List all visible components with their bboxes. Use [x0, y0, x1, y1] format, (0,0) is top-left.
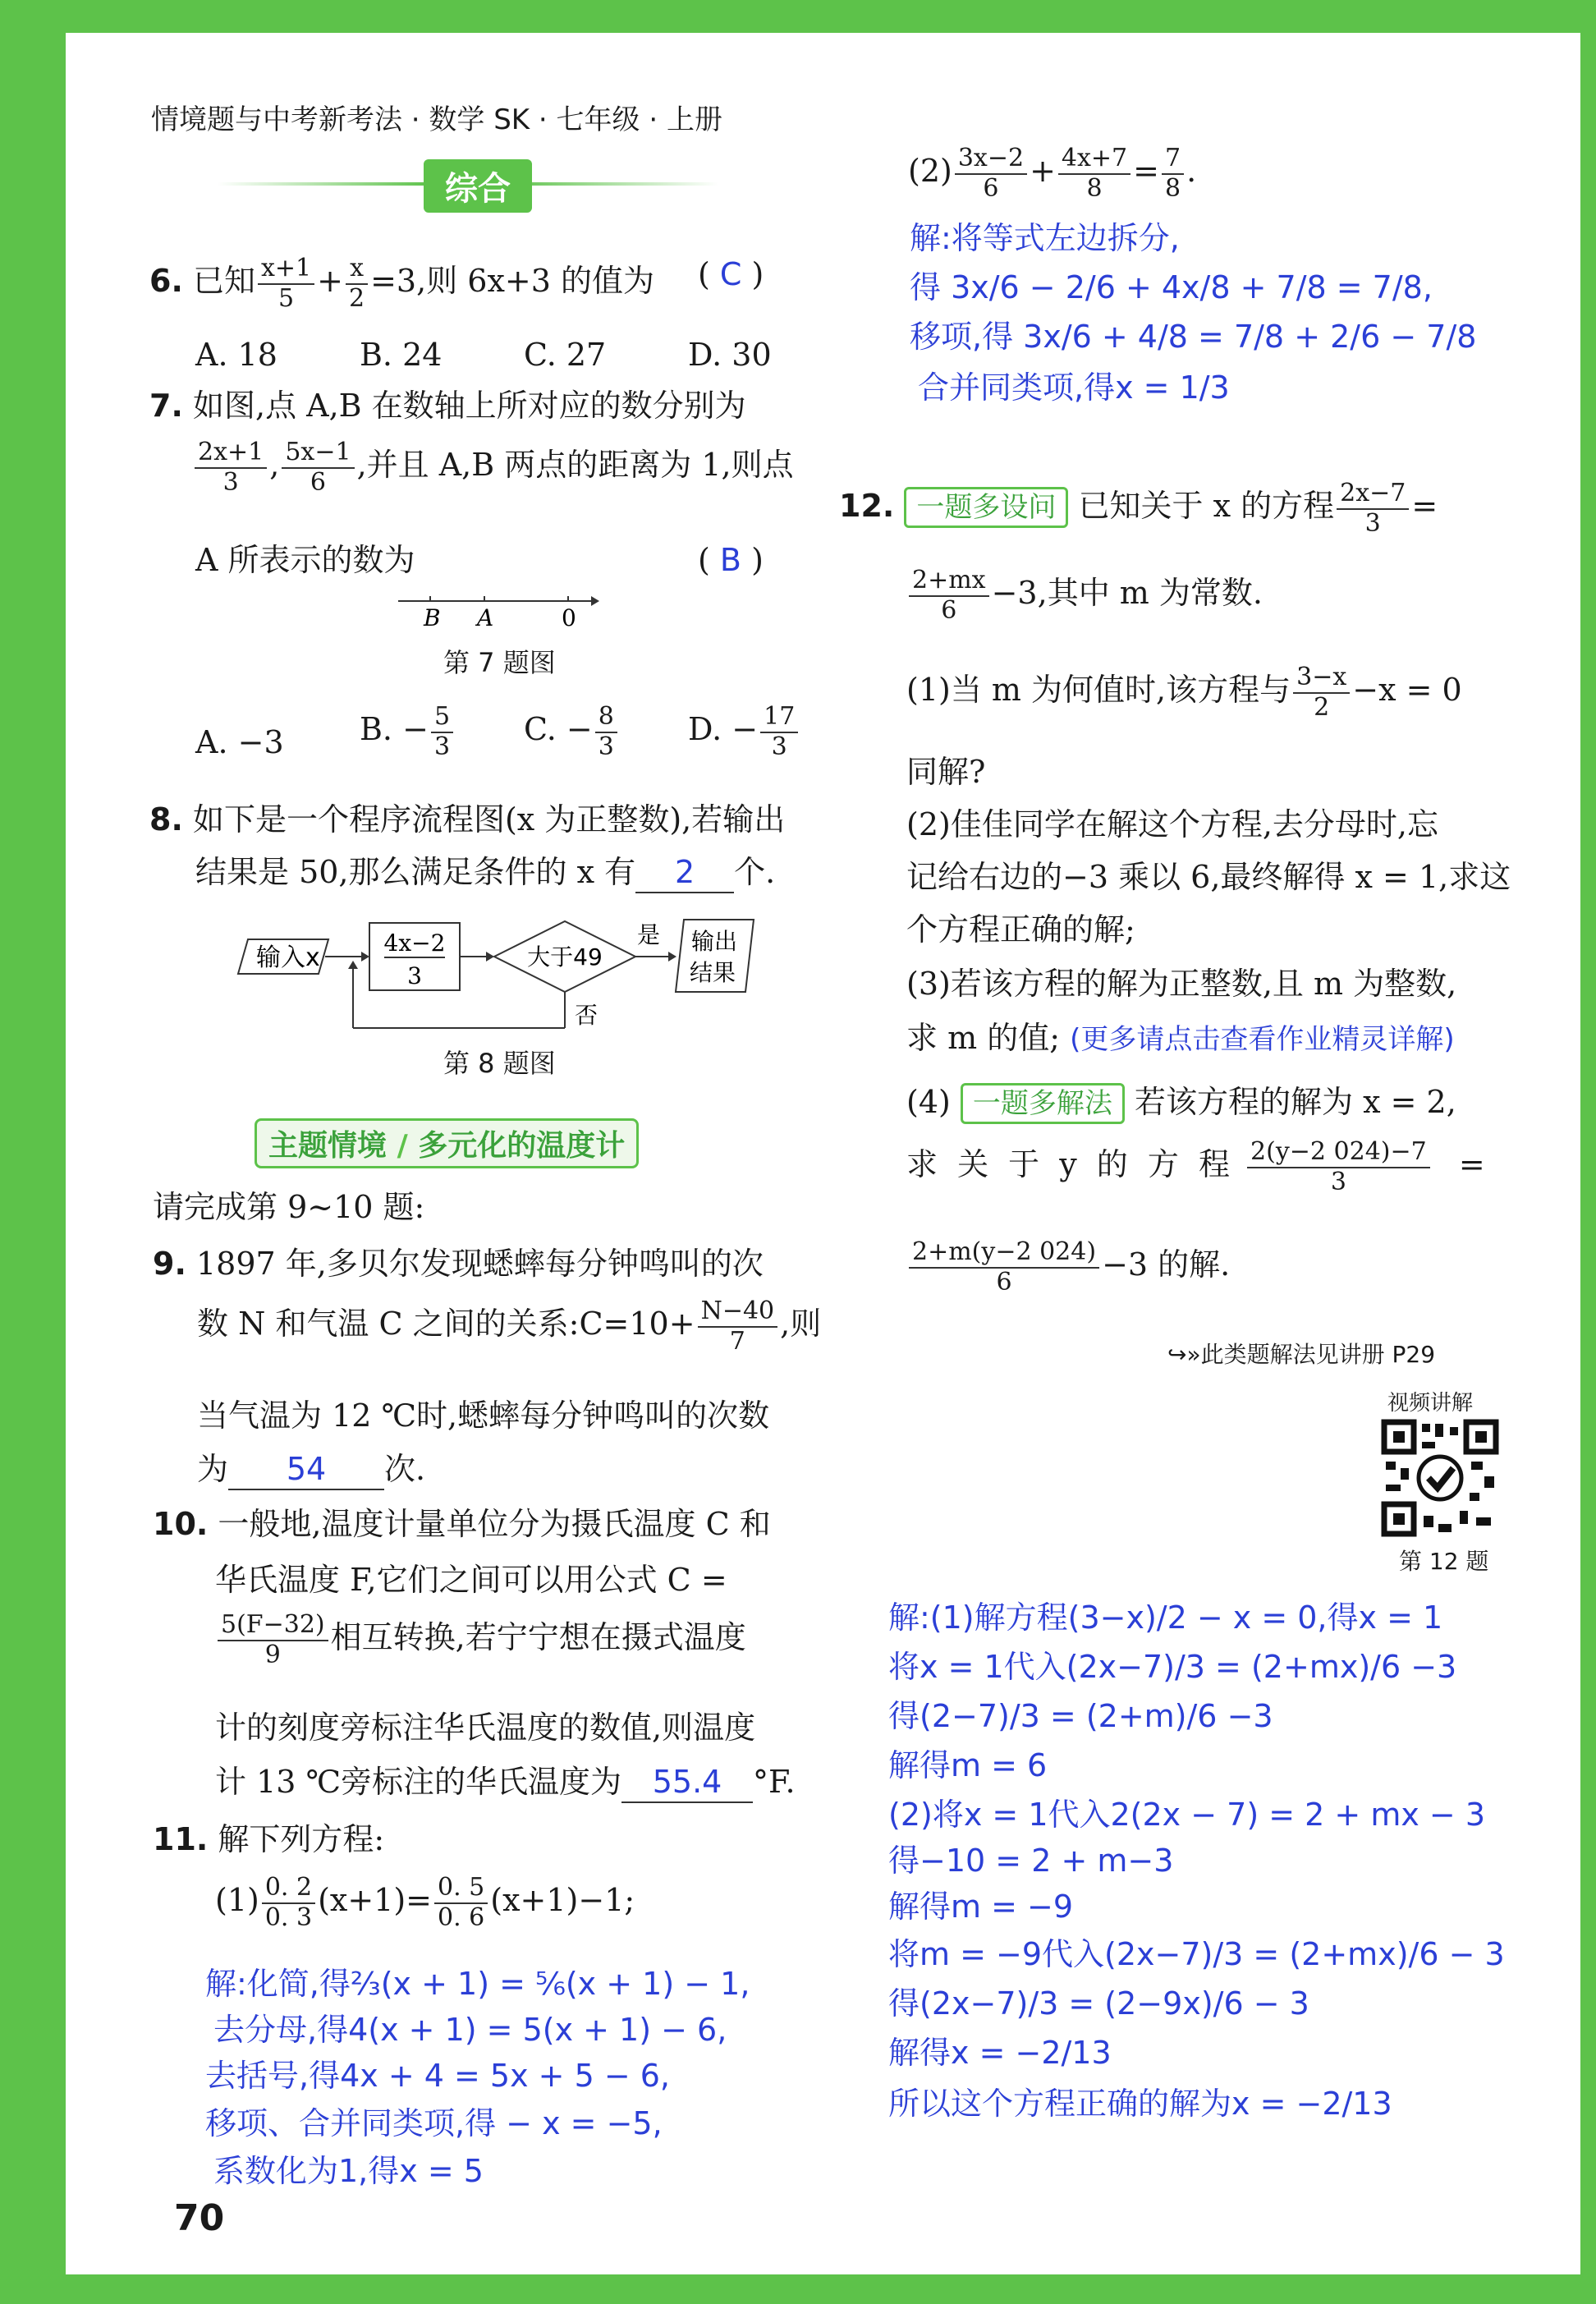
q7-line3: A 所表示的数为: [195, 542, 415, 578]
q12-solution-line11: 所以这个方程正确的解为x = −2/13: [888, 2086, 1392, 2122]
q12-part3-line1: (3)若该方程的解为正整数,且 m 为整数,: [906, 966, 1457, 1002]
q6-option-d: D. 30: [688, 337, 772, 373]
q6-option-b: B. 24: [360, 337, 443, 373]
q6-post: =3,则 6x+3 的值为: [370, 263, 654, 299]
q12-part2-line3: 个方程正确的解;: [906, 911, 1135, 948]
theme-left: 主题情境: [268, 1129, 388, 1163]
theme-tag: 主题情境 / 多元化的温度计: [255, 1118, 639, 1168]
q12-part1-line2: 同解?: [906, 754, 986, 790]
q11-solution2-line3: 移项,得 3x/6 + 4/8 = 7/8 + 2/6 − 7/8: [910, 319, 1477, 355]
q11-solution1-line3: 去括号,得4x + 4 = 5x + 5 − 6,: [205, 2058, 671, 2094]
flow-no: 否: [575, 1002, 598, 1029]
q11-title: 11. 解下列方程:: [153, 1821, 385, 1857]
green-frame-bottom: [0, 2274, 1596, 2304]
q10-line1: 10. 一般地,温度计量单位分为摄氏温度 C 和: [153, 1506, 771, 1542]
q8-number: 8.: [149, 801, 183, 838]
flow-input: 输入x: [256, 943, 320, 972]
q12-reference[interactable]: ↪»此类题解法见讲册 P29: [1167, 1341, 1436, 1368]
q8-text-1: 如下是一个程序流程图(x 为正整数),若输出: [192, 801, 786, 838]
q12-part2-line2: 记给右边的−3 乘以 6,最终解得 x = 1,求这: [906, 859, 1511, 895]
q11-solution2-line4: 合并同类项,得x = 1/3: [918, 369, 1230, 406]
q12-solution-line2: 将x = 1代入(2x−7)/3 = (2+mx)/6 −3: [888, 1649, 1457, 1685]
flow-expr-denominator: 3: [407, 962, 422, 989]
axis-label-b: B: [424, 604, 441, 631]
q11-solution1-line4: 移项、合并同类项,得 − x = −5,: [205, 2105, 663, 2141]
q7-option-a: A. −3: [195, 724, 284, 760]
q10-number: 10.: [153, 1506, 209, 1542]
q8-flowchart: [236, 906, 778, 1030]
green-frame-top: [0, 0, 1596, 33]
q6-option-c: C. 27: [524, 337, 607, 373]
q12-solution-line9: 得(2x−7)/3 = (2−9x)/6 − 3: [888, 1985, 1309, 2022]
q6-number: 6.: [149, 263, 183, 299]
flow-output-1: 输出: [690, 928, 738, 955]
q12-tag: 一题多设问: [904, 487, 1068, 528]
q12-part4-tag: 一题多解法: [961, 1083, 1125, 1124]
q12-number: 12.: [839, 488, 895, 524]
q12-part4-line3: $\frac{2+m(y-2 024)}{6}$ −3 的解.: [906, 1238, 1230, 1297]
running-header: 情境题与中考新考法 · 数学 SK · 七年级 · 上册: [151, 103, 722, 136]
q7-line2: $\frac{2x+1}{3}$ , $\frac{5x-1}{6}$ ,并且 A,B 两点的距离为 1,则点: [192, 438, 794, 497]
q7-text-1: 如图,点 A,B 在数轴上所对应的数分别为: [192, 388, 746, 424]
q9-number: 9.: [153, 1246, 186, 1282]
q12-part3-line2: 求 m 的值; (更多请点击查看作业精灵详解): [906, 1020, 1455, 1056]
q12-solution-line10: 解得x = −2/13: [888, 2035, 1112, 2071]
q6-fraction-2: $\frac{x}{2}$: [346, 255, 368, 313]
q10-line2: 华氏温度 F,它们之间可以用公式 C =: [215, 1562, 727, 1598]
section-label: 综合: [424, 159, 532, 213]
q11-number: 11.: [153, 1821, 209, 1857]
q9-line4: 为 54 次.: [197, 1449, 425, 1490]
q7-fraction-1: $\frac{2x+1}{3}$: [195, 438, 267, 497]
video-label: 视频讲解: [1387, 1391, 1474, 1416]
q10-fraction: $\frac{5(F-32)}{9}$: [218, 1611, 328, 1669]
qr-code-icon[interactable]: [1381, 1419, 1499, 1537]
axis-label-zero: 0: [562, 604, 576, 631]
q12-solution-line3: 得(2−7)/3 = (2+m)/6 −3: [888, 1698, 1273, 1734]
q9-line2: 数 N 和气温 C 之间的关系:C=10+ $\frac{N-40}{7}$ ,则: [197, 1297, 822, 1356]
q9-answer: 54: [228, 1449, 384, 1490]
q11-solution1-line1: 解:化简,得⅔(x + 1) = ⅚(x + 1) − 1,: [205, 1966, 750, 2002]
q8-answer: 2: [635, 852, 734, 893]
q11-solution1-line5: 系数化为1,得x = 5: [213, 2153, 484, 2189]
q7-answer-bracket: ( B ): [698, 542, 764, 578]
q10-answer: 55.4: [621, 1762, 753, 1803]
q6-pre: 已知: [192, 263, 255, 299]
flow-output-2: 结果: [689, 959, 736, 986]
q7-option-b: B. − $\frac{5}{3}$: [360, 703, 456, 761]
q12-solution-line6: 得−10 = 2 + m−3: [888, 1843, 1174, 1879]
q7-line1: [149, 386, 746, 425]
qr-caption: 第 12 题: [1399, 1548, 1489, 1575]
q10-line5: 计 13 ℃旁标注的华氏温度为 55.4 °F.: [215, 1762, 796, 1803]
q7-number: 7.: [149, 388, 183, 424]
q6-answer: C: [719, 256, 742, 292]
q10-line3: $\frac{5(F-32)}{9}$ 相互转换,若宁宁想在摄式温度: [215, 1611, 746, 1669]
q7-text-2: ,并且 A,B 两点的距离为 1,则点: [356, 447, 794, 483]
q11-solution2-line1: 解:将等式左边拆分,: [910, 220, 1180, 256]
q12-part4: (4) 一题多解法 若该方程的解为 x = 2,: [906, 1082, 1456, 1123]
q6-option-a: A. 18: [195, 337, 277, 373]
q12-solution-line4: 解得m = 6: [888, 1747, 1048, 1783]
q12-part2-line1: (2)佳佳同学在解这个方程,去分母时,忘: [906, 806, 1438, 842]
q10-line4: 计的刻度旁标注华氏温度的数值,则温度: [215, 1710, 756, 1746]
q12-solution-line5: (2)将x = 1代入2(2x − 7) = 2 + mx − 3: [888, 1797, 1486, 1833]
intro-text: 请完成第 9~10 题:: [153, 1189, 425, 1225]
flow-condition: 大于49: [527, 943, 603, 971]
q7-option-c: C. − $\frac{8}{3}$: [524, 703, 620, 761]
q6-fraction-1: $\frac{x+1}{5}$: [258, 255, 314, 313]
q9-fraction: $\frac{N-40}{7}$: [698, 1297, 778, 1356]
q7-fraction-2: $\frac{5x-1}{6}$: [282, 438, 354, 497]
q11-part1: (1) $\frac{0. 2}{0. 3}$ (x+1)= $\frac{0. 5}{0. 6}$ (x+1)−1;: [215, 1873, 635, 1932]
q12-solution-line7: 解得m = −9: [888, 1889, 1074, 1925]
q7-answer: B: [719, 542, 741, 578]
page-number: 70: [174, 2197, 225, 2239]
q8-figure-caption: 第 8 题图: [443, 1048, 556, 1079]
q11-solution1-line2: 去分母,得4(x + 1) = 5(x + 1) − 6,: [213, 2012, 727, 2048]
q12-line2: $\frac{2+mx}{6}$ −3,其中 m 为常数.: [906, 567, 1263, 625]
q12-line1: 12. 一题多设问 已知关于 x 的方程 $\frac{2x-7}{3}$ =: [839, 479, 1438, 538]
q12-part1: (1)当 m 为何值时,该方程与 $\frac{3-x}{2}$ −x = 0: [906, 663, 1462, 722]
q12-part4-line2: 求 关 于 y 的 方 程 $\frac{2(y-2 024)-7}{3}$ =: [906, 1137, 1485, 1196]
q12-solution-line8: 将m = −9代入(2x−7)/3 = (2+mx)/6 − 3: [888, 1936, 1505, 1972]
q11-solution2-line2: 得 3x/6 − 2/6 + 4x/8 + 7/8 = 7/8,: [910, 269, 1433, 305]
q6: 6. 已知 $\frac{x+1}{5}$ + $\frac{x}{2}$ =3,则 6x+3 的值为: [149, 254, 654, 313]
flow-yes: 是: [637, 921, 661, 948]
green-frame-left: [0, 0, 66, 2304]
q12-solution-line1: 解:(1)解方程(3−x)/2 − x = 0,得x = 1: [888, 1599, 1443, 1636]
q9-line1: 9. 1897 年,多贝尔发现蟋蟀每分钟鸣叫的次: [153, 1246, 764, 1282]
green-frame-right: [1580, 0, 1596, 2304]
q7-figure-caption: 第 7 题图: [443, 647, 556, 678]
q11-part2: (2) $\frac{3x-2}{6}$ + $\frac{4x+7}{8}$ = $\frac{7}{8}$ .: [908, 144, 1197, 203]
flow-expr-numerator: 4x−2: [383, 929, 446, 957]
q7-option-d: D. − $\frac{17}{3}$: [688, 703, 800, 761]
theme-right: 多元化的温度计: [418, 1129, 626, 1163]
q8-line1: [149, 800, 785, 839]
q12-more-link[interactable]: (更多请点击查看作业精灵详解): [1070, 1023, 1455, 1056]
q8-line2: 结果是 50,那么满足条件的 x 有 2 个.: [195, 852, 775, 893]
q7-number-line: [394, 591, 599, 632]
axis-label-a: A: [477, 604, 494, 631]
q6-answer-bracket: ( C ): [698, 256, 764, 292]
q9-line3: 当气温为 12 ℃时,蟋蟀每分钟鸣叫的次数: [197, 1398, 770, 1434]
